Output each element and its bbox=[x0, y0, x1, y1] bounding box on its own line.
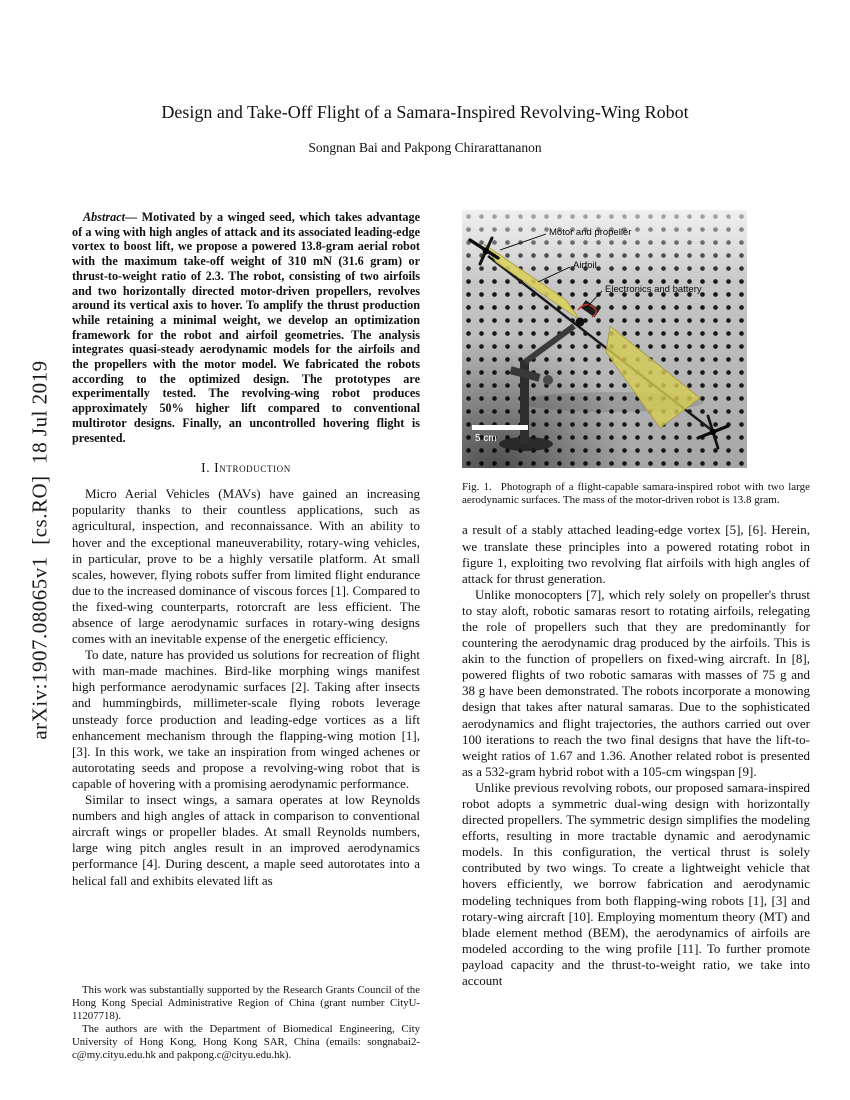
figure-1 bbox=[462, 210, 810, 507]
right-column bbox=[462, 210, 810, 1082]
scale-bar-label: 5 cm bbox=[475, 433, 497, 444]
right-paragraph-2: Unlike monocopters [7], which rely solely on propeller's thrust to stay aloft, robotic samaras resort to rotating airfoils, relegating the role of propellers such that they are predominantly for countering the aerodynamic drag produced by the airfoils. This is akin to the function of propellers on fixed-wing aircraft. In [8], powered flights of two robotic samaras with masses of 75 g and 38 g have been demonstrated. The robots incorporate a monowing design that takes after natural samaras. Due to the sophisticated aerodynamics and flight trajectories, the authors carried out over 100 iterations to reach the two final designs that have the lift-to-weight ratios of 1.67 and 1.36. Another related robot is presented as a 532-gram hybrid robot with a 105-cm wingspan [9]. bbox=[462, 586, 810, 779]
figure-caption-tag: Fig. 1. bbox=[462, 481, 492, 493]
airfoil-right bbox=[606, 326, 700, 428]
electronics-board bbox=[581, 300, 600, 317]
section-heading-introduction: I. Introduction bbox=[201, 460, 291, 476]
footnote-funding: This work was substantially supported by the Research Grants Council of the Hong Kong Special Administrative Region of China (grant number CityU-11207718). bbox=[72, 984, 420, 1022]
propeller-bottom bbox=[698, 416, 728, 448]
right-paragraph-3: Unlike previous revolving robots, our proposed samara-inspired robot adopts a symmetric dual-wing design with horizontally directed propellers. The symmetric design simplifies the modeling efforts, resulting in more tractable dynamic and aerodynamic models. In this configuration, the vertical thrust is solely contributed by two wings. To create a lightweight vehicle that hovers efficiently, we borrow fabrication and aerodynamic modeling techniques from both flapping-wing robots [1], [3] and rotary-wing aircraft [10]. Employing momentum theory (MT) and blade element method (BEM), the aerodynamics of airfoils are modeled according to the wing profile [11]. To further promote payload capacity and the thrust-to-weight ratio, we take into account bbox=[462, 779, 810, 989]
robot-photo bbox=[462, 210, 747, 468]
support-stand bbox=[499, 326, 574, 451]
figure-caption-text: Photograph of a flight-capable samara-inspired robot with two large aerodynamic surfaces. The mass of the motor-driven robot is 13.8 gram. bbox=[462, 481, 810, 507]
leader-line-airfoil bbox=[538, 267, 570, 282]
intro-paragraph-1: Micro Aerial Vehicles (MAVs) have gained an increasing popularity thanks to their countless applications, such as agricultural, inspection, and reconnaissance. With an ability to hover and the exceptional maneuverability, rotary-wing vehicles, in particular, prove to be a highly versatile platform. At small scales, however, flying robots suffer from limited flight endurance due to the increased dominance of viscous forces [1]. Compared to the fixed-wing counterparts, rotorcraft are less efficient. The absence of large aerodynamic surfaces in rotary-wing designs comes with an inevitable expense of the energetic efficiency. bbox=[72, 486, 420, 647]
abstract-label: Abstract— bbox=[83, 210, 138, 224]
figure-caption bbox=[462, 481, 810, 507]
arxiv-watermark: arXiv:1907.08065v1 [cs.RO] 18 Jul 2019 bbox=[27, 360, 52, 740]
leader-line-motor bbox=[500, 234, 546, 250]
paper-authors: Songnan Bai and Pakpong Chirarattananon bbox=[308, 140, 542, 155]
paper-title: Design and Take-Off Flight of a Samara-Inspired Revolving-Wing Robot bbox=[161, 102, 689, 122]
left-column bbox=[72, 210, 420, 980]
leader-line-electronics bbox=[586, 291, 602, 308]
right-paragraph-1: a result of a stably attached leading-edge vortex [5], [6]. Herein, we translate these principles into a powered rotating robot in figure 1, exploiting two revolving flat airfoils with high angles of attack for thrust generation. bbox=[462, 522, 810, 586]
intro-paragraph-3: Similar to insect wings, a samara operates at low Reynolds numbers and high angles of attack in comparison to conventional aircraft wings or propeller blades. At small Reynolds numbers, large wing pitch angles result in an improved aerodynamics performance [4]. During descent, a maple seed autorotates into a helical fall and exhibits elevated lift as bbox=[72, 792, 420, 888]
hub bbox=[576, 318, 585, 327]
footnote-block bbox=[72, 984, 420, 1061]
footnote-affiliation: The authors are with the Department of Biomedical Engineering, City University of Hong Kong, Hong Kong SAR, China (emails: songnabai2-c@my.cityu.edu.hk and pakpong.c@cityu.edu.hk). bbox=[72, 1022, 420, 1061]
label-motor-and-propeller: Motor and propeller bbox=[549, 227, 632, 238]
label-airfoil: Airfoil bbox=[573, 260, 597, 271]
intro-paragraph-2: To date, nature has provided us solutions for recreation of flight with man-made machines. Bird-like morphing wings manifest high performance aerodynamic surfaces [2]. Taking after insects and hummingbirds, millimeter-scale flying robots leverage unsteady force production and leading-edge vortices as a lift enhancement mechanism through the flapping-wing motion [1], [3]. In this work, we take an inspiration from winged achenes or autorotating seeds and propose a revolving-wing robot that is capable of hovering with a promising aerodynamic performance. bbox=[72, 647, 420, 791]
scale-bar bbox=[472, 425, 528, 430]
label-electronics-and-battery: Electronics and battery bbox=[605, 284, 702, 295]
abstract-text: Motivated by a winged seed, which takes advantage of a wing with high angles of attack and its associated leading-edge vortex to boost lift, we propose a powered 13.8-gram aerial robot with the maximum take-off weight of 310 mN (31.6 gram) or thrust-to-weight ratio of 2.3. The robot, consisting of two airfoils and two horizontally directed motor-driven propellers, revolves around its vertical axis to hover. To amplify the thrust production while retaining a minimal weight, we develop an optimization framework for the robot and airfoil geometries. The analysis integrates quasi-steady aerodynamic models for the airfoils and the propellers with the motor model. We fabricated the robots according to the optimized design. The prototypes are experimentally tested. The revolving-wing robot produces approximately 50% higher lift compared to conventional multirotor designs. Finally, an uncontrolled hovering flight is presented. bbox=[72, 210, 420, 445]
abstract bbox=[72, 210, 420, 445]
airfoil-left bbox=[484, 244, 580, 320]
